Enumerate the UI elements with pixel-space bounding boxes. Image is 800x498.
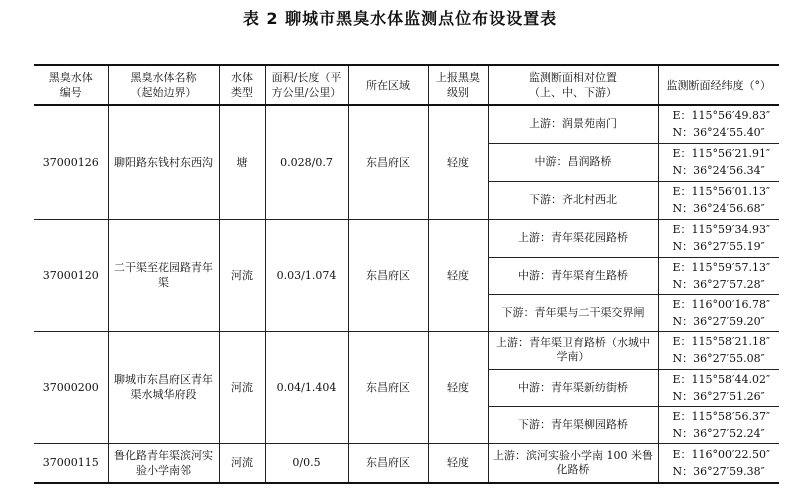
- cell-id: 37000126: [34, 105, 108, 219]
- cell-area: 0.03/1.074: [265, 219, 348, 331]
- cell-coords: E：115°59′57.13″ N：36°27′57.28″: [658, 257, 779, 294]
- cell-level: 轻度: [428, 443, 488, 483]
- cell-name: 鲁化路青年渠滨河实验小学南邻: [108, 443, 219, 483]
- cell-name: 聊阳路东钱村东西沟: [108, 105, 219, 219]
- cell-position: 下游：齐北村西北: [488, 181, 658, 219]
- cell-level: 轻度: [428, 331, 488, 443]
- cell-district: 东昌府区: [348, 105, 428, 219]
- cell-coords: E：115°56′49.83″ N：36°24′55.40″: [658, 105, 779, 143]
- cell-position: 中游：青年渠育生路桥: [488, 257, 658, 294]
- cell-area: 0/0.5: [265, 443, 348, 483]
- table-title: 表 2 聊城市黑臭水体监测点位布设设置表: [242, 9, 558, 28]
- header-district: 所在区域: [348, 65, 428, 105]
- cell-coords: E：115°56′21.91″ N：36°24′56.34″: [658, 143, 779, 181]
- cell-district: 东昌府区: [348, 443, 428, 483]
- cell-position: 中游：昌润路桥: [488, 143, 658, 181]
- cell-position: 中游：青年渠新纺街桥: [488, 369, 658, 406]
- cell-position: 下游：青年渠与二干渠交界闸: [488, 294, 658, 331]
- cell-coords: E：115°56′01.13″ N：36°24′56.68″: [658, 181, 779, 219]
- cell-coords: E：116°00′16.78″ N：36°27′59.20″: [658, 294, 779, 331]
- cell-coords: E：115°59′34.93″ N：36°27′55.19″: [658, 219, 779, 257]
- cell-coords: E：115°58′44.02″ N：36°27′51.26″: [658, 369, 779, 406]
- cell-area: 0.028/0.7: [265, 105, 348, 219]
- header-position: 监测断面相对位置 （上、中、下游）: [488, 65, 658, 105]
- table-row: [34, 219, 779, 257]
- cell-coords: E：115°58′56.37″ N：36°27′52.24″: [658, 406, 779, 443]
- table-row: [34, 105, 779, 143]
- header-name: 黑臭水体名称 （起始边界）: [108, 65, 219, 105]
- header-type: 水体 类型: [219, 65, 265, 105]
- cell-district: 东昌府区: [348, 219, 428, 331]
- cell-type: 河流: [219, 443, 265, 483]
- cell-position: 上游：青年渠卫育路桥（水城中学南）: [488, 331, 658, 369]
- header-level: 上报黑臭 级别: [428, 65, 488, 105]
- cell-id: 37000115: [34, 443, 108, 483]
- cell-type: 河流: [219, 331, 265, 443]
- cell-level: 轻度: [428, 219, 488, 331]
- cell-position: 上游：青年渠花园路桥: [488, 219, 658, 257]
- cell-type: 塘: [219, 105, 265, 219]
- table-row: [34, 331, 779, 369]
- cell-district: 东昌府区: [348, 331, 428, 443]
- cell-position: 上游：润景苑南门: [488, 105, 658, 143]
- cell-coords: E：115°58′21.18″ N：36°27′55.08″: [658, 331, 779, 369]
- header-area: 面积/长度（平 方公里/公里）: [265, 65, 348, 105]
- cell-position: 上游：滨河实验小学南 100 米鲁化路桥: [488, 443, 658, 483]
- cell-area: 0.04/1.404: [265, 331, 348, 443]
- cell-name: 二干渠至花园路青年渠: [108, 219, 219, 331]
- cell-id: 37000200: [34, 331, 108, 443]
- cell-name: 聊城市东昌府区青年渠水城华府段: [108, 331, 219, 443]
- cell-id: 37000120: [34, 219, 108, 331]
- header-row: [34, 65, 779, 105]
- cell-coords: E：116°00′22.50″ N：36°27′59.38″: [658, 443, 779, 483]
- table-row: [34, 443, 779, 483]
- cell-level: 轻度: [428, 105, 488, 219]
- cell-type: 河流: [219, 219, 265, 331]
- header-coords: 监测断面经纬度（°）: [658, 65, 779, 105]
- cell-position: 下游：青年渠柳园路桥: [488, 406, 658, 443]
- monitoring-site-table: [34, 64, 779, 484]
- header-id: 黑臭水体 编号: [34, 65, 108, 105]
